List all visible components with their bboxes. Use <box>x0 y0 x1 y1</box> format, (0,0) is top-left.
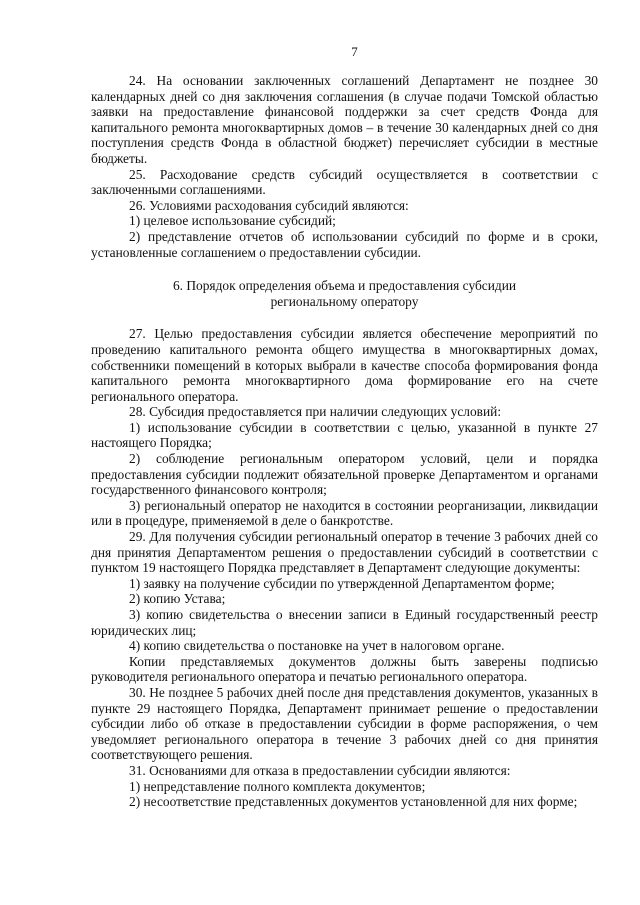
section-title <box>91 278 598 309</box>
paragraph-29-item-4: 4) копию свидетельства о постановке на учет в налоговом органе. <box>129 638 505 654</box>
paragraph-28-item-1: 1) использование субсидии в соответствии с целью, указанной в пункте 27 настоящего Порядка; <box>91 419 598 451</box>
paragraph-26-item-1: 1) целевое использование субсидий; <box>129 213 336 229</box>
paragraph-29-item-3: 3) копию свидетельства о внесении записи в Единый государственный реестр юридических лиц; <box>91 607 598 638</box>
paragraph-31-item-2: 2) несоответствие представленных документов установленной для них форме; <box>129 794 578 810</box>
paragraph-31-item-1: 1) непредставление полного комплекта документов; <box>129 778 426 794</box>
paragraph-26-item-2: 2) представление отчетов об использовании субсидий по форме и в сроки, установленные соглашением о предоставлении субсидии. <box>91 228 598 260</box>
paragraph-26: 26. Условиями расходования субсидий являются: <box>129 197 409 213</box>
paragraph-29-note: Копии представляемых документов должны быть заверены подписью руководителя регионального оператора и печатью регионального оператора. <box>91 653 598 685</box>
paragraph-28: 28. Субсидия предоставляется при наличии следующих условий: <box>129 404 502 420</box>
paragraph-27: 27. Целью предоставления субсидии является обеспечение мероприятий по проведению капитального ремонта общего имущества в многоквартирных домах, собственники помещений в которых выбрали в качестве способа формирования фонда капитального ремонта многоквартирного дома формирование его на счете регионального оператора. <box>91 326 598 404</box>
paragraph-29-item-1: 1) заявку на получение субсидии по утвержденной Департаментом форме; <box>129 575 555 591</box>
section-title-line-1: 6. Порядок определения объема и предоставления субсидии <box>172 278 517 294</box>
paragraph-24: 24. На основании заключенных соглашений Департамент не позднее 30 календарных дней со дня заключения соглашения (в случае подачи Томской областью заявки на предоставление финансовой поддержки за счет средств Фонда для капитального ремонта многоквартирных домов – в течение 30 календарных дней со дня поступления средств Фонда в областной бюджет) перечисляет субсидии в местные бюджеты. <box>91 73 598 166</box>
paragraph-30: 30. Не позднее 5 рабочих дней после дня представления документов, указанных в пункте 29 настоящего Порядка, Департамент принимает решение о предоставлении субсидии либо об отказе в предоставлении субсидии в форме распоряжения, о чем уведомляет регионального оператора в течение 3 рабочих дней со дня принятия соответствующего решения. <box>91 684 598 763</box>
paragraph-28-item-3: 3) региональный оператор не находится в состоянии реорганизации, ликвидации или в процедуре, применяемой в деле о банкротстве. <box>91 497 598 529</box>
paragraph-31: 31. Основаниями для отказа в предоставлении субсидии являются: <box>129 762 511 778</box>
paragraph-28-item-2: 2) соблюдение региональным оператором условий, цели и порядка предоставления субсидии подлежит обязательной проверке Департаментом и органами государственного финансового контроля; <box>91 451 598 498</box>
section-title-line-2: региональному оператору <box>270 293 419 309</box>
paragraph-29-item-2: 2) копию Устава; <box>129 591 226 607</box>
page-number: 7 <box>351 44 358 59</box>
paragraph-25: 25. Расходование средств субсидий осуществляется в соответствии с заключенными соглашениями. <box>91 166 598 198</box>
paragraph-29: 29. Для получения субсидии региональный оператор в течение 3 рабочих дней со дня принятия Департаментом решения о предоставлении субсидий в соответствии с пунктом 19 настоящего Порядка представляет в Департамент следующие документы: <box>91 529 598 576</box>
